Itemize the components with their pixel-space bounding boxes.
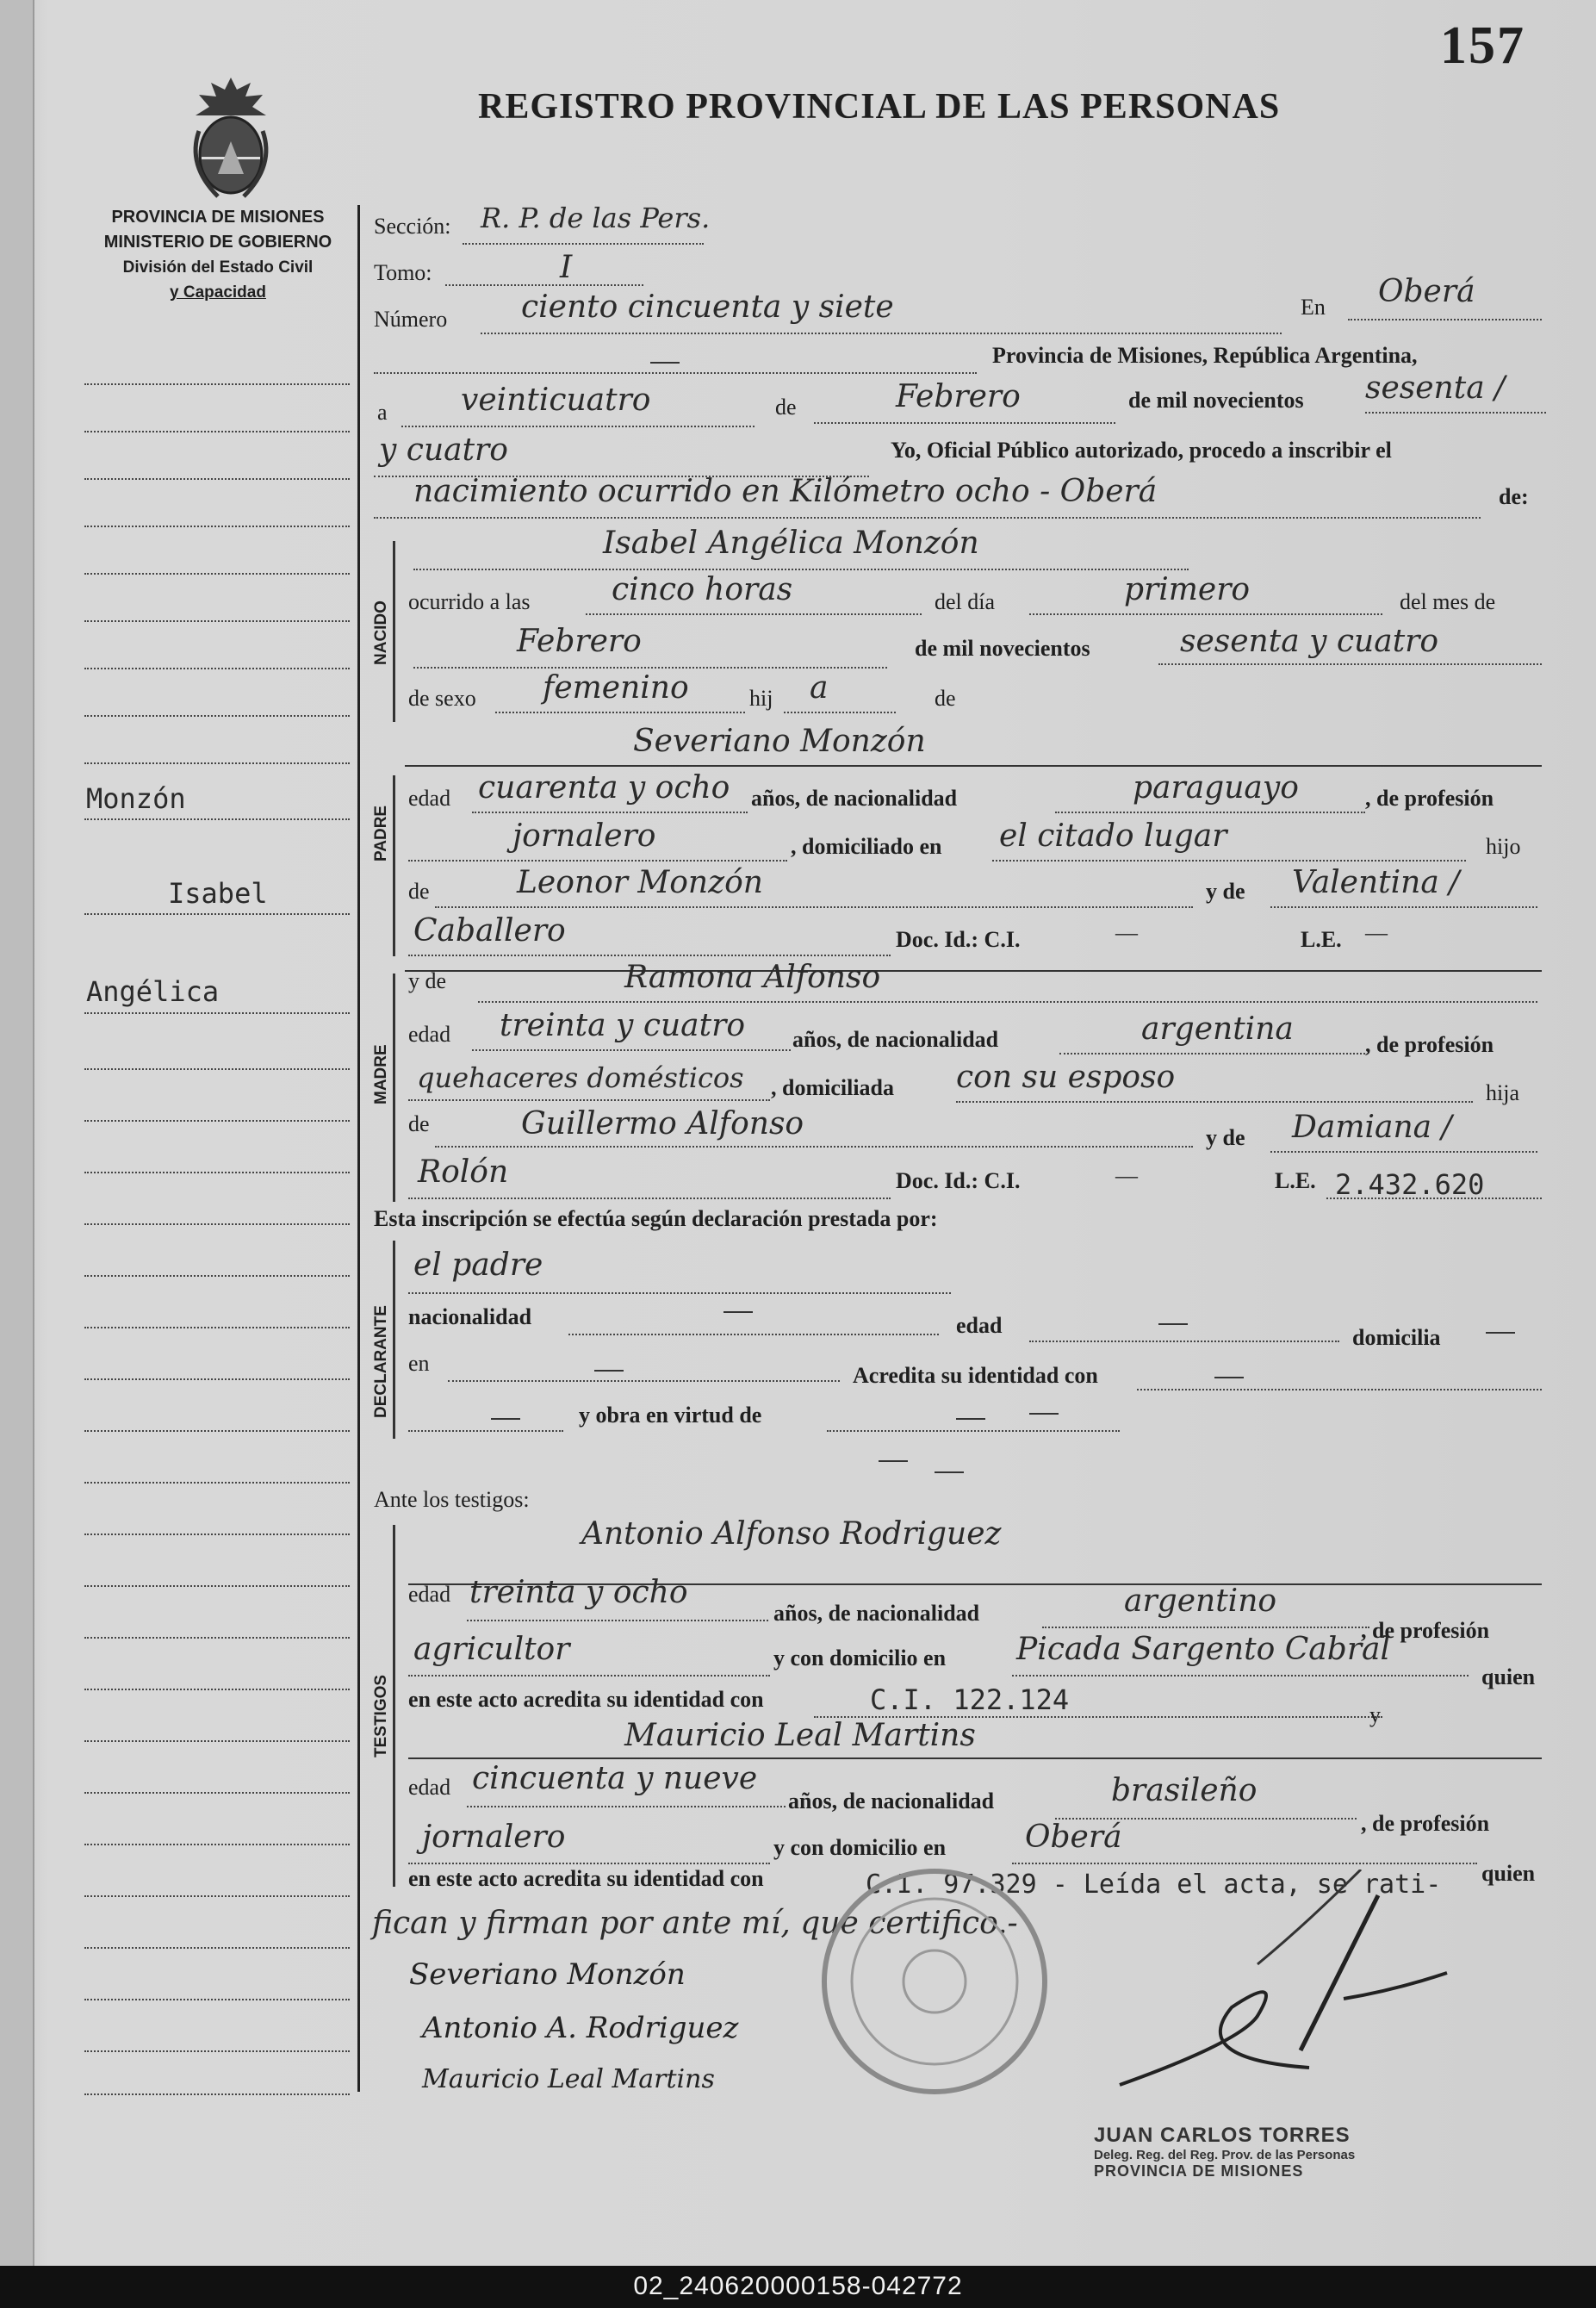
abuelo-paterno: Valentina / [1292, 865, 1460, 900]
sexo-label: de sexo [408, 686, 476, 711]
section-bracket [393, 974, 406, 1202]
field-line [435, 1146, 1193, 1148]
testigos-intro: Ante los testigos: [374, 1487, 530, 1512]
margin-line [84, 1999, 350, 2000]
provincia-text: Provincia de Misiones, República Argentina, [992, 343, 1418, 368]
margin-line [84, 1120, 350, 1122]
section-bracket [393, 1525, 406, 1887]
anio-nacimiento-label: de mil novecientos [915, 636, 1090, 661]
field-line [1012, 1863, 1477, 1864]
declarante-nac-label: nacionalidad [408, 1304, 532, 1329]
padre-prof-value: jornalero [512, 818, 656, 854]
testigo2-nombre: Mauricio Leal Martins [624, 1718, 976, 1753]
padre-le-label: L.E. [1301, 927, 1342, 952]
abuela-materna-2: Rolón [418, 1154, 509, 1190]
field-line [374, 372, 977, 374]
margin-line [84, 762, 350, 764]
field-line [408, 955, 891, 956]
madre-le-label: L.E. [1275, 1168, 1316, 1193]
office-province: PROVINCIA DE MISIONES [111, 208, 325, 227]
testigo2-quien-label: quien [1481, 1861, 1536, 1886]
madre-dom-value: con su esposo [956, 1060, 1176, 1095]
abuelo-paterno-2: Caballero [413, 913, 566, 949]
signature-testigo1: Antonio A. Rodriguez [422, 2011, 739, 2045]
blank-dash [594, 1370, 624, 1372]
margin-line [84, 818, 350, 820]
officer-province: PROVINCIA DE MISIONES [1094, 2162, 1304, 2180]
tomo-label: Tomo: [374, 260, 432, 285]
margin-line [84, 1895, 350, 1897]
section-rule [405, 765, 1542, 767]
field-line [408, 1198, 891, 1199]
blank-dash [1029, 1413, 1059, 1415]
margin-second-name: Angélica [86, 975, 220, 1008]
testigo2-prof-label: , de profesión [1361, 1811, 1490, 1836]
testigo1-quien-label: quien [1481, 1664, 1536, 1689]
domicilia-label: domicilia [1352, 1325, 1441, 1350]
padre-edad-value: cuarenta y ocho [478, 770, 730, 806]
padre-nac-label: años, de nacionalidad [751, 786, 958, 811]
margin-line [84, 1637, 350, 1639]
numero-value: ciento cincuenta y siete [521, 289, 894, 325]
abuela-materna: Damiana / [1292, 1110, 1452, 1145]
en-label: En [1301, 295, 1326, 320]
margin-line [84, 573, 350, 575]
margin-line [84, 1172, 350, 1173]
field-line [435, 906, 1193, 908]
page-number: 157 [1440, 16, 1525, 75]
padre-prof-label: , de profesión [1365, 786, 1494, 811]
margin-line [84, 526, 350, 527]
signature-declarante: Severiano Monzón [409, 1957, 686, 1992]
testigo1-nac-label: años, de nacionalidad [773, 1601, 980, 1626]
field-line [445, 284, 643, 286]
margin-line [84, 1223, 350, 1225]
field-line [1029, 1341, 1339, 1342]
padre-edad-label: edad [408, 786, 451, 811]
hora-value: cinco horas [612, 572, 793, 607]
anio-nacimiento-value: sesenta y cuatro [1180, 624, 1439, 659]
de-colon-label: de: [1499, 484, 1529, 509]
testigo2-prof: jornalero [422, 1820, 566, 1855]
margin-line [84, 1430, 350, 1432]
margin-first-name: Isabel [168, 877, 268, 910]
hij-value: a [810, 670, 829, 706]
sexo-value: femenino [543, 670, 689, 706]
testigo1-nombre: Antonio Alfonso Rodriguez [581, 1516, 1002, 1552]
field-line [467, 1620, 768, 1621]
madre-dom-label: , domiciliada [771, 1075, 895, 1100]
madre-doc-label: Doc. Id.: C.I. [896, 1168, 1021, 1193]
field-line [568, 1334, 939, 1335]
madre-y-de-label: y de [408, 968, 447, 993]
field-line [956, 1101, 1473, 1103]
field-line [1029, 613, 1382, 615]
madre-prof-label: , de profesión [1365, 1032, 1494, 1057]
official-stamp-icon [814, 1852, 1055, 2111]
madre-nac-value: argentina [1141, 1011, 1294, 1047]
margin-line [84, 383, 350, 385]
declarante-en-label: en [408, 1351, 430, 1376]
margin-line [84, 1012, 350, 1014]
field-line [467, 1806, 786, 1807]
testigo2-edad-label: edad [408, 1775, 451, 1800]
field-line [784, 712, 896, 713]
issuing-office [76, 205, 360, 305]
testigo2-dom: Oberá [1025, 1820, 1122, 1855]
field-line [992, 860, 1466, 862]
margin-line [84, 620, 350, 622]
padre-le-value: — [1365, 920, 1388, 945]
padre-nac-value: paraguayo [1133, 770, 1299, 806]
de-label: de [775, 395, 797, 420]
testigo1-edad: treinta y ocho [469, 1575, 688, 1610]
field-line [1270, 1151, 1537, 1153]
field-line [408, 860, 787, 862]
testigo1-doc: C.I. 122.124 [870, 1683, 1070, 1716]
margin-line [84, 668, 350, 669]
anio-value-1: sesenta / [1365, 370, 1506, 406]
seccion-label: Sección: [374, 214, 451, 239]
officer-signature-icon [1085, 1869, 1533, 2128]
margin-line [84, 1533, 350, 1535]
field-line [1137, 1389, 1542, 1390]
testigo2-dom-label: y con domicilio en [773, 1835, 947, 1860]
anio-label: de mil novecientos [1128, 388, 1304, 413]
margin-line [84, 1068, 350, 1070]
testigo-y-label: y [1369, 1702, 1381, 1727]
padre-y-de-label: y de [1206, 879, 1245, 904]
testigo2-nac: brasileño [1111, 1773, 1258, 1808]
padre-side-label: PADRE [372, 805, 390, 862]
section-bracket [393, 1241, 406, 1439]
testigo2-edad: cincuenta y nueve [472, 1761, 758, 1796]
margin-line [84, 1792, 350, 1794]
blank-dash [650, 362, 680, 364]
mes-nacimiento-value: Febrero [517, 624, 642, 659]
numero-label: Número [374, 307, 448, 332]
declarante-nombre: el padre [413, 1247, 543, 1283]
testigo1-dom-label: y con domicilio en [773, 1645, 947, 1670]
madre-prof-value: quehaceres domésticos [417, 1061, 744, 1094]
testigo1-acredita-label: en este acto acredita su identidad con [408, 1687, 764, 1712]
office-ministry: MINISTERIO DE GOBIERNO [103, 233, 332, 252]
blank-dash [956, 1418, 985, 1420]
abuelo-materno: Guillermo Alfonso [521, 1106, 804, 1142]
abuela-paterna: Leonor Monzón [517, 865, 763, 900]
testigo1-prof-label: , de profesión [1361, 1618, 1490, 1643]
a-label: a [377, 400, 388, 425]
declarante-side-label: DECLARANTE [372, 1305, 390, 1418]
field-line [472, 812, 748, 813]
blank-dash [723, 1311, 753, 1313]
margin-line [84, 2093, 350, 2095]
margin-line [84, 715, 350, 717]
field-line [408, 1675, 770, 1677]
field-line [401, 426, 755, 427]
blank-dash [491, 1418, 520, 1420]
national-coat-of-arms-icon [183, 71, 278, 200]
dia-value: veinticuatro [461, 383, 651, 418]
field-line [408, 1430, 563, 1432]
margin-line [84, 478, 350, 480]
margin-line [84, 1585, 350, 1587]
field-line [1012, 1675, 1469, 1677]
field-line [1042, 1627, 1369, 1628]
obra-label: y obra en virtud de [579, 1403, 762, 1428]
declarante-edad-label: edad [956, 1313, 1003, 1338]
madre-side-label: MADRE [372, 1044, 390, 1104]
scan-id: 02_240620000158-042772 [633, 2272, 963, 2300]
testigo2-acredita-label: en este acto acredita su identidad con [408, 1866, 764, 1891]
section-rule [405, 970, 1542, 972]
field-line [463, 243, 704, 245]
padre-de-label: de [408, 879, 430, 904]
page-binding-edge [0, 0, 34, 2266]
signature-testigo2: Mauricio Leal Martins [422, 2064, 715, 2094]
field-line [1270, 906, 1537, 908]
madre-de-label: de [408, 1111, 430, 1136]
evento-value: nacimiento ocurrido en Kilómetro ocho - Oberá [413, 474, 1158, 509]
yo-text: Yo, Oficial Público autorizado, procedo a inscribir el [891, 438, 1392, 463]
testigo1-prof: agricultor [413, 1632, 570, 1667]
blank-dash [935, 1471, 964, 1473]
field-line [481, 333, 1282, 334]
office-capacity: y Capacidad [170, 283, 266, 302]
section-bracket [393, 541, 406, 722]
nacido-de-label: de [935, 686, 956, 711]
field-line [1059, 1053, 1365, 1054]
margin-line [84, 1482, 350, 1484]
section-rule [408, 1757, 1542, 1759]
del-dia-label: del día [935, 589, 996, 614]
testigo1-dom: Picada Sargento Cabral [1016, 1632, 1391, 1667]
hija-label: hija [1486, 1080, 1519, 1105]
field-line [413, 569, 1189, 570]
document-title: REGISTRO PROVINCIAL DE LAS PERSONAS [478, 87, 1281, 127]
del-mes-label: del mes de [1400, 589, 1496, 614]
field-line [408, 1292, 951, 1294]
padre-doc-value: — [1115, 920, 1138, 945]
madre-doc-value: — [1115, 1163, 1138, 1188]
madre-edad-value: treinta y cuatro [500, 1008, 745, 1043]
blank-dash [879, 1460, 908, 1462]
field-line [1158, 663, 1542, 665]
field-line [814, 422, 1115, 424]
padre-nombre: Severiano Monzón [633, 724, 926, 759]
tomo-value: I [560, 250, 573, 285]
field-line [448, 1380, 840, 1382]
field-line [472, 1049, 791, 1051]
testigo1-nac: argentino [1124, 1583, 1277, 1619]
margin-line [84, 1275, 350, 1277]
hij-label: hij [749, 686, 773, 711]
padre-dom-value: el citado lugar [999, 818, 1227, 854]
hijo-label: hijo [1486, 834, 1521, 859]
officer-name: JUAN CARLOS TORRES [1094, 2124, 1351, 2147]
padre-dom-label: , domiciliado en [791, 834, 942, 859]
margin-surname: Monzón [86, 782, 186, 815]
madre-nombre: Ramona Alfonso [624, 960, 881, 995]
madre-y-de2-label: y de [1206, 1125, 1245, 1150]
margin-line [84, 913, 350, 915]
nacido-side-label: NACIDO [372, 600, 390, 665]
field-line [1055, 812, 1365, 813]
field-line [374, 517, 1481, 519]
field-line [478, 1001, 1537, 1003]
officer-role: Deleg. Reg. del Reg. Prov. de las Personas [1094, 2148, 1356, 2162]
testigos-side-label: TESTIGOS [372, 1674, 390, 1757]
declarante-intro: Esta inscripción se efectúa según declaración prestada por: [374, 1206, 938, 1231]
officer-block [1094, 2124, 1355, 2180]
en-value: Oberá [1378, 274, 1475, 309]
margin-line [84, 1689, 350, 1690]
margin-divider [357, 205, 360, 2092]
acredita-label: Acredita su identidad con [853, 1363, 1098, 1388]
margin-line [84, 1740, 350, 1742]
office-division: División del Estado Civil [122, 258, 314, 277]
field-line [586, 613, 922, 615]
section-bracket [393, 775, 406, 956]
field-line [413, 667, 887, 669]
madre-edad-label: edad [408, 1022, 451, 1047]
dia-nacimiento-value: primero [1124, 572, 1251, 607]
field-line [1348, 319, 1542, 320]
ocurrido-label: ocurrido a las [408, 589, 531, 614]
margin-line [84, 431, 350, 432]
anio-value-2: y cuatro [379, 432, 508, 468]
margin-line [84, 2050, 350, 2052]
blank-dash [1214, 1377, 1244, 1378]
madre-le-value: 2.432.620 [1335, 1168, 1485, 1201]
madre-nac-label: años, de nacionalidad [792, 1027, 999, 1052]
nacido-nombre: Isabel Angélica Monzón [603, 526, 979, 561]
field-line [495, 712, 745, 713]
seccion-value: R. P. de las Pers. [481, 202, 711, 234]
blank-dash [1486, 1332, 1515, 1334]
field-line [408, 1863, 770, 1864]
blank-dash [1158, 1323, 1188, 1325]
cierre-texto: fican y firman por ante mí, que certifico.- [372, 1906, 1018, 1941]
margin-line [84, 1947, 350, 1949]
field-line [1365, 412, 1546, 414]
margin-line [84, 1378, 350, 1380]
field-line [408, 1099, 770, 1101]
field-line [827, 1430, 1120, 1432]
margin-line [84, 1844, 350, 1845]
testigo2-doc: C.I. 97.329 - Leída el acta, se rati- [866, 1869, 1442, 1900]
margin-line [84, 1327, 350, 1328]
mes-value: Febrero [896, 379, 1021, 414]
testigo2-nac-label: años, de nacionalidad [788, 1789, 995, 1813]
padre-doc-label: Doc. Id.: C.I. [896, 927, 1021, 952]
testigo1-edad-label: edad [408, 1582, 451, 1607]
